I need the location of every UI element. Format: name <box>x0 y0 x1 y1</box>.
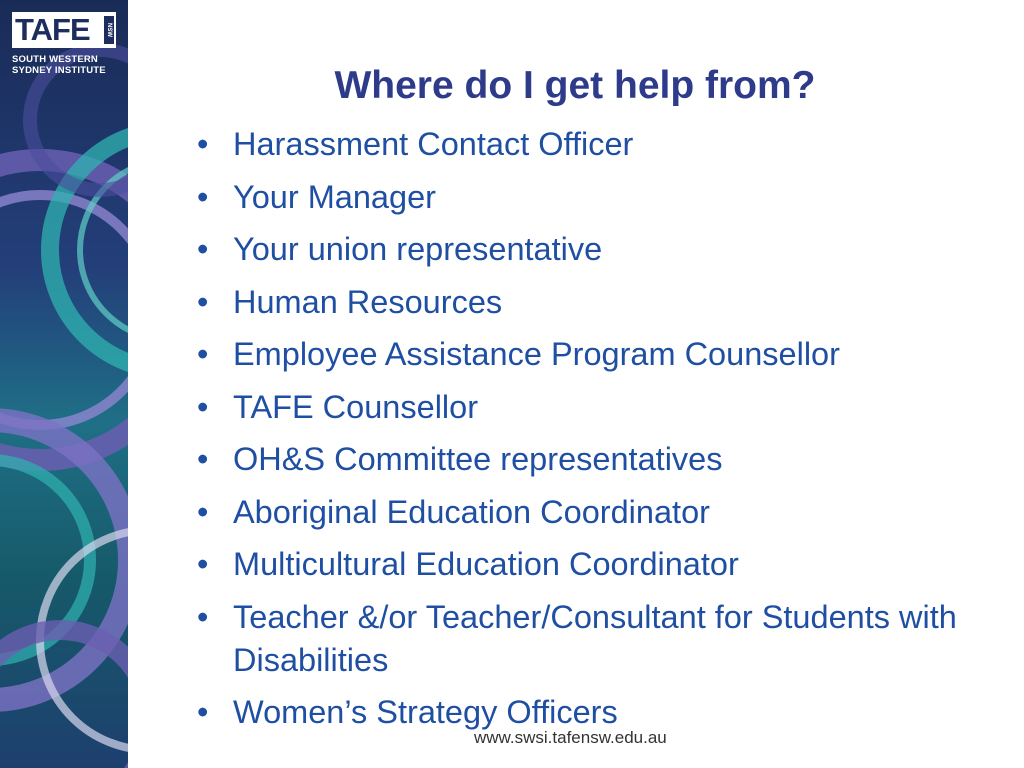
bullet-item: • TAFE Counsellor <box>195 386 1005 429</box>
swirl-graphic <box>0 0 128 768</box>
bullet-item: • Employee Assistance Program Counsellor <box>195 333 1005 376</box>
bullet-item: • Teacher &/or Teacher/Consultant for Students with Disabilities <box>195 596 1005 682</box>
logo-box <box>12 12 116 48</box>
bullet-item: • Your Manager <box>195 176 1005 219</box>
bullet-item: • Human Resources <box>195 281 1005 324</box>
bullet-list <box>195 123 1005 744</box>
bullet-item: • Aboriginal Education Coordinator <box>195 491 1005 534</box>
bullet-item: • Your union representative <box>195 228 1005 271</box>
bullet-item: • Harassment Contact Officer <box>195 123 1005 166</box>
decorative-sidebar <box>0 0 128 768</box>
logo-wordmark: TAFE <box>15 12 90 47</box>
logo-subtitle-line1: SOUTH WESTERN <box>12 54 98 65</box>
bullet-item: • Multicultural Education Coordinator <box>195 543 1005 586</box>
logo-subtitle-line2: SYDNEY INSTITUTE <box>12 65 106 76</box>
bullet-item: • OH&S Committee representatives <box>195 438 1005 481</box>
logo-subtitle <box>12 54 116 76</box>
footer-url: www.swsi.tafensw.edu.au <box>474 728 667 747</box>
slide-title: Where do I get help from? <box>334 64 816 107</box>
logo-nsw-tag: NSW <box>104 16 114 44</box>
tafe-logo <box>12 12 116 76</box>
bullet-item: • Women’s Strategy Officers <box>195 691 1005 734</box>
